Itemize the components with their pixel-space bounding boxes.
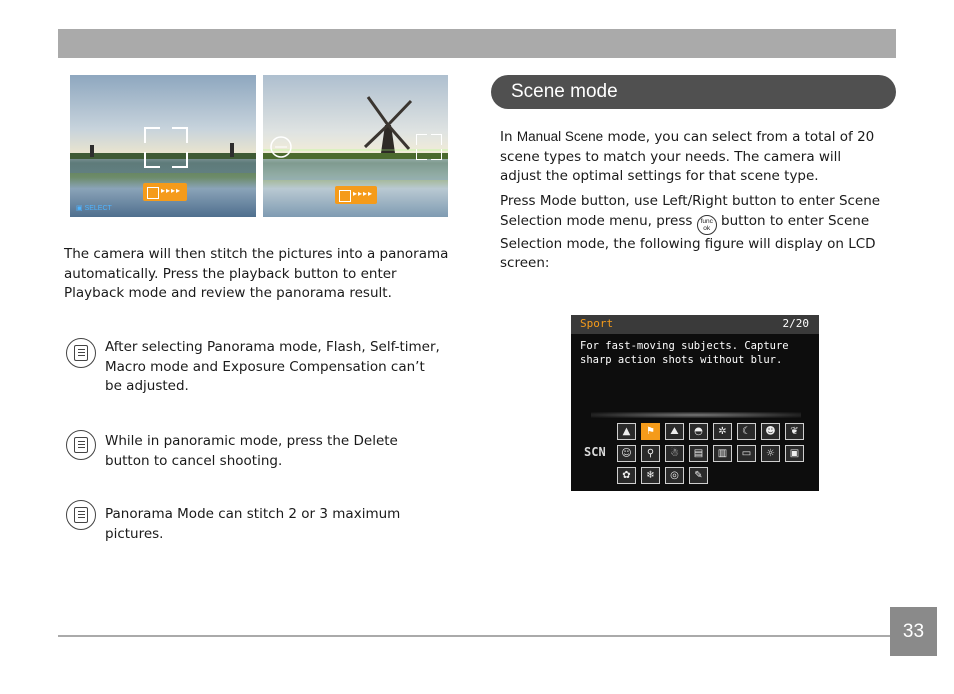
focus-frame-corner [172,152,188,168]
lcd-glow-divider [591,412,801,418]
night-icon: ☾ [737,423,756,440]
focus-frame-corner [172,127,188,143]
night-portrait-icon: ☻ [761,423,780,440]
lcd-mode-name: Sport [580,317,614,330]
header-bar [58,29,896,58]
footer-rule [58,635,890,637]
custom-icon: ✎ [689,467,708,484]
beach-icon: ☼ [761,445,780,462]
frame-icon: ▭ [737,445,756,462]
target-frame-corner [416,149,427,160]
portrait-icon: ☃ [665,445,684,462]
landscape-icon: ⛰ [665,423,684,440]
note-text-1: After selecting Panorama mode, Flash, Self-timer, Macro mode and Exposure Compensation can’t be adjusted. [105,339,440,394]
lcd-screen [571,315,819,491]
id-photo-icon: ▣ [785,445,804,462]
scene-intro-paragraph: In Manual Scene mode, you can select from a total of 20 scene types to match your needs. The camera will adjust the optimal settings for that scene type. [500,129,875,184]
lcd-scn-label: SCN [584,445,606,459]
stitch-paragraph: The camera will then stitch the pictures into a panorama automatically. Press the playback button to enter Playback mode and review the panorama result. [64,246,449,301]
note-icon [66,430,96,460]
mountain-icon: ▲ [617,423,636,440]
func-ok-icon: func ok [697,215,717,235]
panorama-photo-1 [70,75,256,217]
target-frame-corner [431,149,442,160]
focus-frame-corner [144,127,160,143]
museum-icon: ▥ [713,445,732,462]
panorama-direction-button: ▸▸▸▸ [335,186,377,204]
snow-icon: ❄ [641,467,660,484]
panorama-direction-button: ▸▸▸▸ [143,183,187,201]
scene-instructions-paragraph: Press Mode button, use Left/Right button to enter Scene Selection mode menu, press func ok button to enter Scene Selection mode, the following figure will display on LCD screen: [500,193,881,271]
lcd-page-indicator: 2/20 [782,317,809,330]
panorama-photo-2 [263,75,448,217]
section-title-bar [491,75,896,109]
fireworks-icon: ✲ [713,423,732,440]
children-icon: ☺ [617,445,636,462]
sunset-icon: ◓ [689,423,708,440]
select-label: ▣ SELECT [76,205,112,212]
timer-icon: ◎ [665,467,684,484]
note-text-2: While in panoramic mode, press the Delete button to cancel shooting. [105,433,398,469]
indoor-icon: ⚲ [641,445,660,462]
note-icon [66,338,96,368]
party-icon: ❦ [785,423,804,440]
section-title: Scene mode [511,81,618,102]
note-text-3: Panorama Mode can stitch 2 or 3 maximum pictures. [105,506,401,542]
target-frame-corner [431,134,442,145]
lcd-description: For fast-moving subjects. Capture sharp action shots without blur. [580,340,789,366]
manual-scene-term: Manual Scene [516,129,604,144]
note-icon [66,500,96,530]
page-number: 33 [890,607,937,656]
text-icon: ▤ [689,445,708,462]
target-frame-corner [416,134,427,145]
sport-icon: ⚑ [641,423,660,440]
pet-icon: ✿ [617,467,636,484]
focus-frame-corner [144,152,160,168]
